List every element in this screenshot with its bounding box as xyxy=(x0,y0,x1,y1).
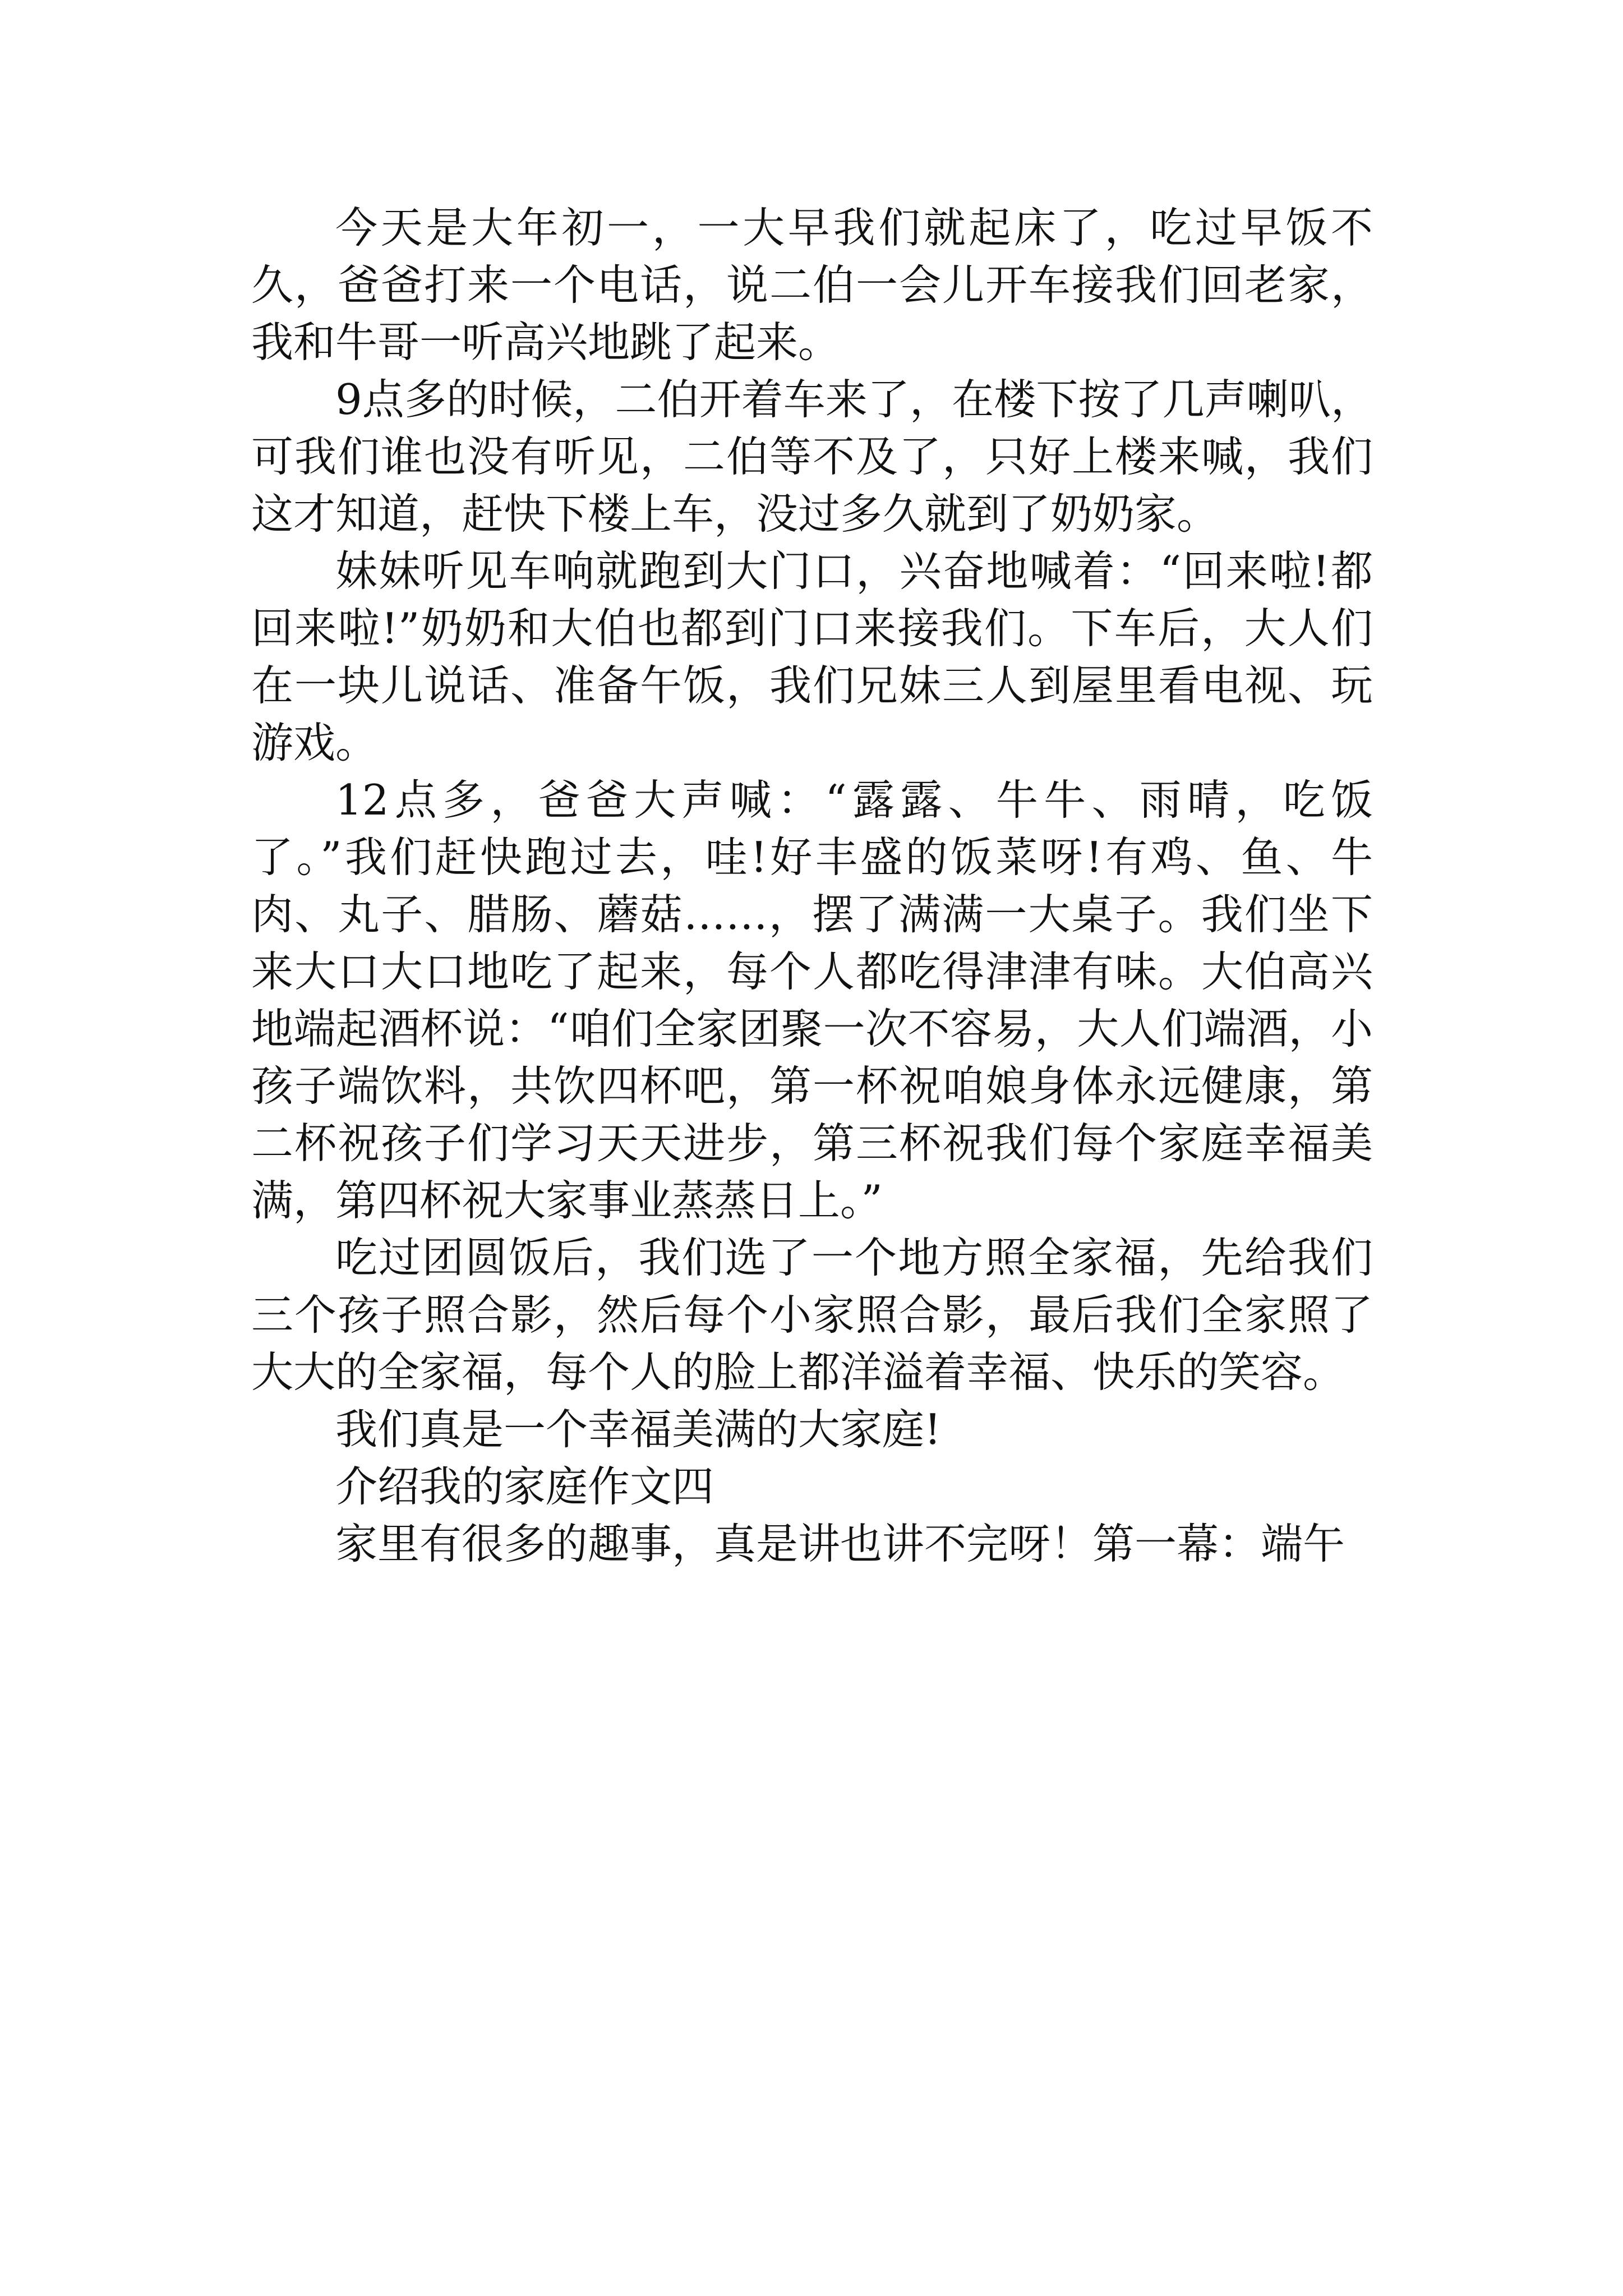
paragraph-uncle-arrives: 9点多的时候，二伯开着车来了，在楼下按了几声喇叭，可我们谁也没有听见，二伯等不及了，只好上楼来喊，我们这才知道，赶快下楼上车，没过多久就到了奶奶家。 xyxy=(251,375,1373,539)
section-heading: 介绍我的家庭作文四 xyxy=(335,1462,714,1511)
paragraph-happy-family: 我们真是一个幸福美满的大家庭! xyxy=(335,1405,942,1454)
paragraph-family-photo: 吃过团圆饭后，我们选了一个地方照全家福，先给我们三个孩子照合影，然后每个小家照合影，最后我们全家照了大大的全家福，每个人的脸上都洋溢着幸福、快乐的笑容。 xyxy=(251,1233,1373,1397)
document-body xyxy=(251,199,1373,1572)
paragraph-sister-greets: 妹妹听见车响就跑到大门口，兴奋地喊着：“回来啦!都回来啦!”奶奶和大伯也都到门口来接我们。下车后，大人们在一块儿说话、准备午饭，我们兄妹三人到屋里看电视、玩游戏。 xyxy=(251,546,1373,767)
paragraph-reunion-dinner: 12点多，爸爸大声喊：“露露、牛牛、雨晴，吃饭了。”我们赶快跑过去，哇!好丰盛的饭菜呀!有鸡、鱼、牛肉、丸子、腊肠、蘑菇……，摆了满满一大桌子。我们坐下来大口大口地吃了起来，每个人都吃得津津有味。大伯高兴地端起酒杯说：“咱们全家团聚一次不容易，大人们端酒，小孩子端饮料，共饮四杯吧，第一杯祝咱娘身体永远健康，第二杯祝孩子们学习天天进步，第三杯祝我们每个家庭幸福美满，第四杯祝大家事业蒸蒸日上。” xyxy=(251,775,1373,1225)
paragraph-interesting-things: 家里有很多的趣事，真是讲也讲不完呀！第一幕：端午 xyxy=(335,1519,1345,1568)
paragraph-new-year-morning: 今天是大年初一，一大早我们就起床了，吃过早饭不久，爸爸打来一个电话，说二伯一会儿开车接我们回老家，我和牛哥一听高兴地跳了起来。 xyxy=(251,203,1373,367)
